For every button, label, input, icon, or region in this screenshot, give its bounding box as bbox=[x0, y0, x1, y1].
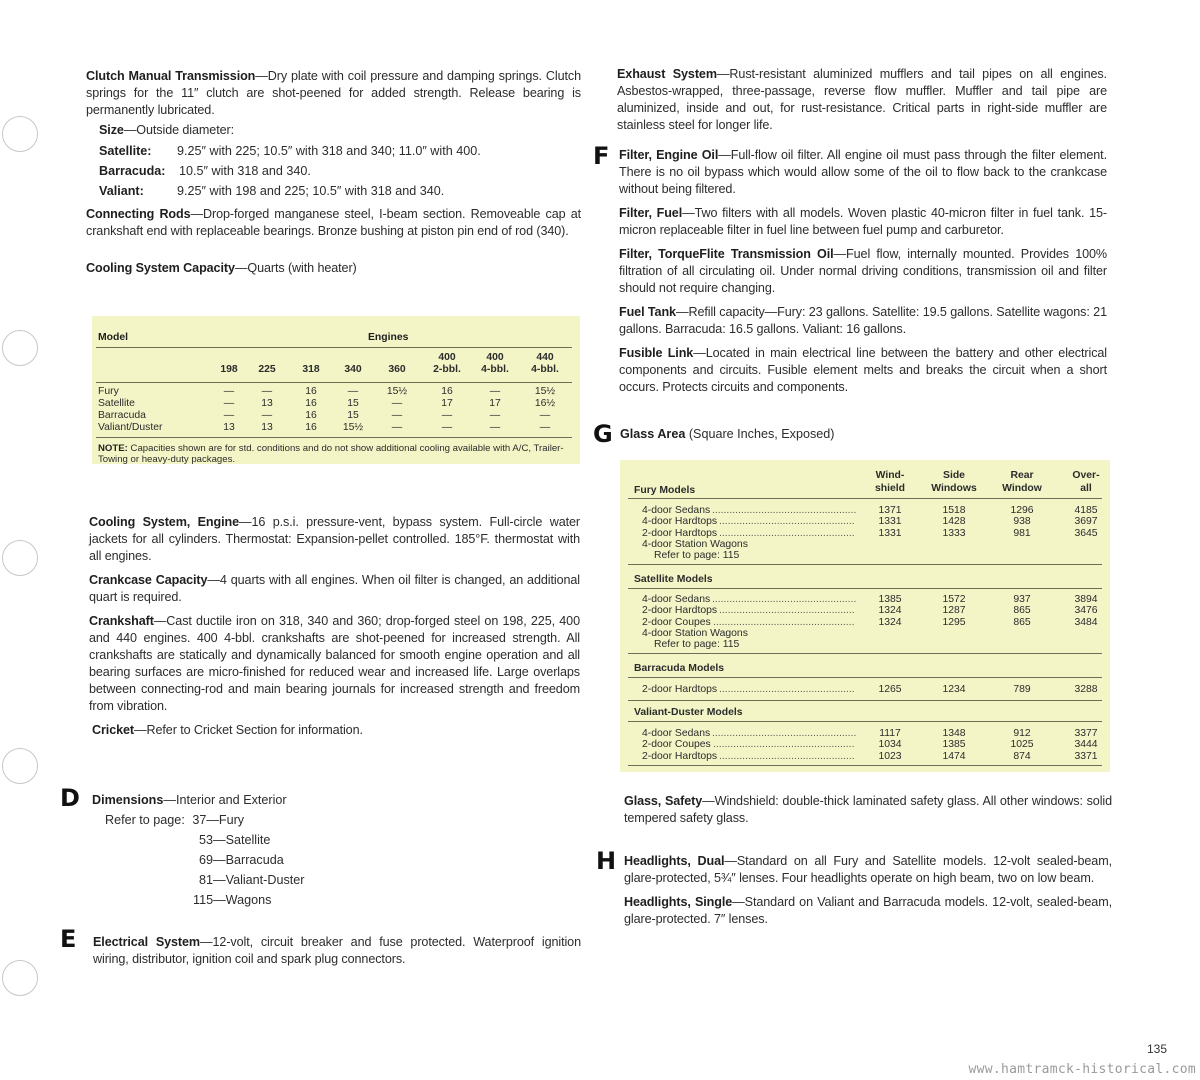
cooling-cell: — bbox=[223, 398, 235, 409]
engine-header-line2: 340 bbox=[344, 364, 362, 375]
binder-hole bbox=[2, 748, 38, 784]
glass-column-header: all bbox=[1080, 483, 1092, 494]
clutch-valiant bbox=[99, 181, 581, 201]
model-header: Model bbox=[98, 332, 129, 343]
wagon-refer: Refer to page: 115 bbox=[654, 550, 740, 561]
filter-oil-heading: Filter, Engine Oil bbox=[619, 148, 719, 162]
leader-dots: ............................................... bbox=[719, 750, 855, 762]
crankshaft-heading: Crankshaft bbox=[89, 614, 154, 628]
cooling-cell: 13 bbox=[261, 422, 273, 433]
glass-safety-heading: Glass, Safety bbox=[624, 794, 703, 808]
filter-oil-text: —Full-flow oil filter. All engine oil must pass through the filter element. There is no oil bypass which would allow some of the oil to flow back to the crankcase without being filtered. bbox=[619, 148, 1107, 196]
glass-cell: 874 bbox=[1013, 750, 1031, 762]
engine-header-line1: 400 bbox=[486, 352, 504, 363]
glass-cell: 1331 bbox=[878, 516, 902, 528]
cooling-row-model: Valiant/Duster bbox=[98, 422, 163, 433]
glass-cell: 1295 bbox=[942, 616, 966, 628]
wagon-label: 4-door Station Wagons bbox=[642, 539, 748, 550]
filter-trans-heading: Filter, TorqueFlite Transmission Oil bbox=[619, 247, 834, 261]
cooling-cell: — bbox=[489, 410, 501, 421]
engine-header-line2: 4-bbl. bbox=[481, 364, 509, 375]
cooling-cell: — bbox=[261, 410, 273, 421]
glass-cell: 1234 bbox=[942, 684, 966, 695]
glass-cell: 865 bbox=[1013, 605, 1031, 617]
electrical-entry bbox=[93, 934, 581, 968]
filter-trans-text: —Fuel flow, internally mounted. Provides 100% filtration of all circulating oil. Under normal driving conditions, transmission oil and filter should not require changing. bbox=[619, 247, 1108, 295]
cooling-cell: — bbox=[261, 386, 273, 397]
fuel-tank-entry bbox=[619, 304, 1107, 338]
cooling-cell: — bbox=[489, 422, 501, 433]
cooling-engine-entry bbox=[89, 514, 580, 565]
table-rule bbox=[628, 700, 1102, 701]
glass-safety-text: —Windshield: double-thick laminated safety glass. All other windows: solid tempered safety glass. bbox=[624, 794, 1113, 825]
table-header-row bbox=[98, 332, 568, 344]
clutch-size bbox=[86, 122, 581, 139]
engine-header-line1 bbox=[244, 352, 290, 364]
crankshaft-text: —Cast ductile iron on 318, 340 and 360; drop-forged steel on 198, 225, 400 and 440 engines. 400 4-bbl. crankshafts are shot-peened for increased strength. All crankshafts are statically and dynamically balanced for smooth engine operation and all bearing surfaces are micro-finished for reduced wear and increased life. Large overlaps between connecting-rod and main bearing journals for increased strength and freedom from vibration. bbox=[89, 614, 580, 713]
rods-text: —Drop-forged manganese steel, I-beam section. Removeable cap at crankshaft end with replaceable bearings. Bronze bushing at piston pin end of rod (340). bbox=[86, 207, 581, 238]
glass-row bbox=[620, 505, 1110, 516]
glass-cell: 3444 bbox=[1074, 739, 1098, 751]
leader-dots: ............................................... bbox=[719, 605, 855, 617]
filter-fuel-text: —Two filters with all models. Woven plastic 40-micron filter in fuel tank. 15-micron replaceable filter in fuel line between fuel pump and carburetor. bbox=[619, 206, 1108, 237]
fury-models-header: Fury Models bbox=[634, 485, 696, 496]
cooling-capacity-heading: Cooling System Capacity bbox=[86, 261, 235, 275]
glass-cell: 865 bbox=[1013, 616, 1031, 628]
clutch-size-heading: Size bbox=[99, 123, 124, 137]
glass-row bbox=[620, 605, 1110, 616]
cooling-capacity-text: —Quarts (with heater) bbox=[234, 261, 357, 275]
headlights-single-text: —Standard on Valiant and Barracuda models. 12-volt, sealed-beam, glare-protected. 7″ lenses. bbox=[624, 895, 1112, 926]
cooling-engine-heading: Cooling System, Engine bbox=[89, 515, 239, 529]
glass-row bbox=[620, 751, 1110, 762]
dimensions-page: 37—Fury bbox=[192, 813, 245, 827]
left-column bbox=[86, 68, 581, 277]
glass-row bbox=[620, 684, 1110, 695]
headlights-single-heading: Headlights, Single bbox=[624, 895, 733, 909]
glass-row-label: 4-door Hardtops bbox=[642, 516, 718, 528]
fuel-tank-text: —Refill capacity—Fury: 23 gallons. Satellite: 19.5 gallons. Satellite wagons: 21 gallons. Barracuda: 16.5 gallons. Valiant: 16 gallons. bbox=[619, 305, 1107, 336]
table-rule bbox=[628, 498, 1102, 499]
right-column bbox=[617, 66, 1107, 134]
glass-cell: 1572 bbox=[942, 594, 966, 605]
glass-area-title bbox=[620, 427, 834, 441]
glass-cell: 3371 bbox=[1074, 750, 1098, 762]
engine-header-line1 bbox=[330, 352, 376, 364]
dimensions-page: 81—Valiant-Duster bbox=[199, 873, 305, 887]
engine-header-line2: 198 bbox=[220, 364, 238, 375]
glass-row bbox=[620, 617, 1110, 628]
wagon-label: 4-door Station Wagons bbox=[642, 628, 748, 639]
cooling-cell: 16 bbox=[305, 398, 317, 409]
headlights-dual-text: —Standard on all Fury and Satellite models. 12-volt sealed-beam, glare-protected, 5¾″ lenses. Four headlights operate on high beam, two on low beam. bbox=[624, 854, 1112, 885]
glass-column-header: Wind- bbox=[875, 470, 905, 481]
cooling-cell: — bbox=[441, 422, 453, 433]
fuel-tank-heading: Fuel Tank bbox=[619, 305, 676, 319]
table-rule bbox=[628, 564, 1102, 565]
cooling-capacity-title bbox=[86, 260, 581, 277]
fusible-heading: Fusible Link bbox=[619, 346, 694, 360]
cooling-note bbox=[98, 443, 566, 465]
cooling-cell: — bbox=[489, 386, 501, 397]
filter-trans-entry bbox=[619, 246, 1107, 297]
section-letter-g: G bbox=[593, 420, 613, 448]
dimensions-page: 115—Wagons bbox=[193, 893, 272, 907]
glass-cell: 1474 bbox=[942, 750, 966, 762]
table-rule bbox=[96, 347, 572, 348]
glass-row-label: 2-door Hardtops bbox=[642, 527, 718, 539]
engine-header-line1: 440 bbox=[536, 352, 554, 363]
cricket-entry bbox=[89, 722, 580, 739]
section-letter-d: D bbox=[60, 784, 80, 812]
engine-header-line1: 400 bbox=[438, 352, 456, 363]
glass-row bbox=[620, 516, 1110, 527]
glass-cell: 1025 bbox=[1010, 739, 1034, 751]
exhaust-text: —Rust-resistant aluminized mufflers and tail pipes on all engines. Asbestos-wrapped, three-passage, reverse flow muffler. Muffler and tail pipe are aluminized, inside and out, for rust-resistance. Critical parts in right-side muffler are stainless steel for longer life. bbox=[617, 67, 1107, 132]
filter-block bbox=[619, 147, 1107, 396]
glass-cell: 937 bbox=[1013, 594, 1031, 605]
note-label: NOTE: bbox=[98, 443, 128, 454]
cooling-row-model: Satellite bbox=[98, 398, 135, 409]
headlights-dual-entry bbox=[624, 853, 1112, 887]
engine-header-line2: 225 bbox=[258, 364, 276, 375]
wagon-refer: Refer to page: 115 bbox=[654, 639, 740, 650]
cooling-cell: 15½ bbox=[534, 386, 556, 397]
glass-cell: 1385 bbox=[942, 739, 966, 751]
glass-cell: 1287 bbox=[942, 605, 966, 617]
glass-cell: 1331 bbox=[878, 527, 902, 539]
dimensions-refer bbox=[92, 810, 304, 830]
valiant-models-header: Valiant-Duster Models bbox=[634, 707, 743, 718]
section-letter-e: E bbox=[60, 925, 77, 953]
clutch-valiant-text: 9.25″ with 198 and 225; 10.5″ with 318 and 340. bbox=[177, 184, 445, 198]
engine-column-header bbox=[522, 352, 568, 376]
section-letter-h: H bbox=[596, 847, 617, 875]
engine-column-header bbox=[424, 352, 470, 376]
leader-dots: .................................................. bbox=[712, 594, 857, 605]
table-rule bbox=[628, 588, 1102, 589]
note-text: Capacities shown are for std. conditions and do not show additional cooling available with A/C, Trailer-Towing or heavy-duty packages. bbox=[98, 443, 564, 465]
cooling-capacity-table bbox=[92, 316, 580, 464]
glass-cell: 1371 bbox=[878, 505, 902, 516]
table-rule bbox=[96, 437, 572, 438]
glass-cell: 3645 bbox=[1074, 527, 1098, 539]
engine-header-line2: 318 bbox=[302, 364, 320, 375]
glass-cell: 1348 bbox=[942, 728, 966, 739]
clutch-satellite-label: Satellite: bbox=[99, 144, 152, 158]
cooling-cell: — bbox=[391, 422, 403, 433]
binder-hole bbox=[2, 540, 38, 576]
engines-header: Engines bbox=[368, 332, 409, 343]
glass-safety-entry bbox=[624, 793, 1112, 827]
glass-cell: 3377 bbox=[1074, 728, 1098, 739]
section-letter-f: F bbox=[593, 142, 610, 170]
glass-cell: 3476 bbox=[1074, 605, 1098, 617]
electrical-block bbox=[93, 934, 581, 968]
table-rule bbox=[628, 653, 1102, 654]
glass-cell: 1333 bbox=[942, 527, 966, 539]
engine-header-line2: 4-bbl. bbox=[531, 364, 559, 375]
glass-cell: 3288 bbox=[1074, 684, 1098, 695]
dimensions-refer-label: Refer to page: bbox=[105, 813, 185, 827]
engine-column-header bbox=[244, 352, 290, 376]
glass-row-label: 2-door Coupes bbox=[642, 616, 711, 628]
rods-entry bbox=[86, 206, 581, 240]
dimensions-heading: Dimensions bbox=[92, 793, 164, 807]
glass-cell: 1265 bbox=[878, 684, 902, 695]
clutch-entry bbox=[86, 68, 581, 119]
cooling-cell: 13 bbox=[261, 398, 273, 409]
glass-column-header: Window bbox=[1002, 483, 1042, 494]
binder-hole bbox=[2, 960, 38, 996]
glass-row-label: 4-door Sedans bbox=[642, 728, 711, 739]
clutch-size-list bbox=[86, 141, 581, 201]
engine-column-header bbox=[374, 352, 420, 376]
leader-dots: .................................................. bbox=[712, 728, 857, 739]
glass-cell: 1385 bbox=[878, 594, 902, 605]
dimensions-title bbox=[92, 790, 304, 810]
glass-row-label: 4-door Sedans bbox=[642, 594, 711, 605]
headlights-dual-heading: Headlights, Dual bbox=[624, 854, 725, 868]
cooling-row-model: Fury bbox=[98, 386, 119, 397]
rods-heading: Connecting Rods bbox=[86, 207, 191, 221]
glass-row-label: 2-door Hardtops bbox=[642, 684, 718, 695]
clutch-size-text: —Outside diameter: bbox=[123, 123, 235, 137]
filter-fuel-heading: Filter, Fuel bbox=[619, 206, 683, 220]
leader-dots: ................................................. bbox=[713, 616, 855, 628]
glass-cell: 1428 bbox=[942, 516, 966, 528]
glass-column-header: Rear bbox=[1010, 470, 1034, 481]
cooling-cell: 16 bbox=[441, 386, 453, 397]
glass-safety-block bbox=[624, 793, 1112, 827]
glass-row bbox=[620, 528, 1110, 539]
glass-cell: 1023 bbox=[878, 750, 902, 762]
filter-oil-entry bbox=[619, 147, 1107, 198]
table-rule bbox=[628, 765, 1102, 766]
cooling-cell: — bbox=[391, 398, 403, 409]
cricket-heading: Cricket bbox=[92, 723, 135, 737]
glass-cell: 3484 bbox=[1074, 616, 1098, 628]
glass-row-label: 2-door Coupes bbox=[642, 739, 711, 751]
glass-area-table bbox=[620, 460, 1110, 772]
leader-dots: ............................................... bbox=[719, 684, 855, 695]
glass-cell: 3697 bbox=[1074, 516, 1098, 528]
glass-cell: 938 bbox=[1013, 516, 1031, 528]
clutch-barracuda-label: Barracuda: bbox=[99, 164, 166, 178]
dimensions-page: 53—Satellite bbox=[199, 833, 271, 847]
dimensions-entry bbox=[92, 790, 304, 910]
cooling-row-model: Barracuda bbox=[98, 410, 146, 421]
clutch-heading: Clutch Manual Transmission bbox=[86, 69, 256, 83]
cooling-cell: 17 bbox=[441, 398, 453, 409]
glass-cell: 1324 bbox=[878, 616, 902, 628]
page-number: 135 bbox=[1147, 1042, 1168, 1056]
glass-cell: 1324 bbox=[878, 605, 902, 617]
glass-row-label: 4-door Sedans bbox=[642, 505, 711, 516]
cooling-cell: — bbox=[441, 410, 453, 421]
cooling-cell: 15½ bbox=[386, 386, 408, 397]
watermark-text: www.hamtramck-historical.com bbox=[968, 1062, 1196, 1077]
binder-hole bbox=[2, 116, 38, 152]
glass-cell: 981 bbox=[1013, 527, 1031, 539]
leader-dots: ................................................. bbox=[713, 739, 855, 751]
exhaust-heading: Exhaust System bbox=[617, 67, 717, 81]
cooling-engine-text: —16 p.s.i. pressure-vent, bypass system. Full-circle water jackets for all cylinders. Thermostat: Expansion-pellet controlled. 185°F. thermostat with all engines. bbox=[89, 515, 580, 563]
crankshaft-entry bbox=[89, 613, 580, 715]
electrical-heading: Electrical System bbox=[93, 935, 201, 949]
engine-header-line1 bbox=[374, 352, 420, 364]
barracuda-models-header: Barracuda Models bbox=[634, 663, 725, 674]
clutch-barracuda-text: 10.5″ with 318 and 340. bbox=[179, 164, 311, 178]
fusible-entry bbox=[619, 345, 1107, 396]
table-rule bbox=[96, 382, 572, 383]
filter-fuel-entry bbox=[619, 205, 1107, 239]
fusible-text: —Located in main electrical line between the battery and other electrical components and circuits. Fusible element melts and breaks the circuit when a short occurs. Protects circuits and components. bbox=[619, 346, 1107, 394]
cooling-cell: 15½ bbox=[342, 422, 364, 433]
glass-row bbox=[620, 728, 1110, 739]
engine-column-header bbox=[472, 352, 518, 376]
cooling-cell: — bbox=[391, 410, 403, 421]
glass-row-label: 2-door Hardtops bbox=[642, 605, 718, 617]
cooling-cell: 16 bbox=[305, 422, 317, 433]
glass-column-header: Over- bbox=[1072, 470, 1100, 481]
cooling-cell: 16½ bbox=[534, 398, 556, 409]
glass-cell: 1117 bbox=[879, 728, 901, 739]
headlights-block bbox=[624, 853, 1112, 928]
crankcase-entry bbox=[89, 572, 580, 606]
leader-dots: .................................................. bbox=[712, 505, 857, 516]
engine-column-header bbox=[288, 352, 334, 376]
table-rule bbox=[628, 677, 1102, 678]
clutch-barracuda bbox=[99, 161, 581, 181]
cooling-cell: 16 bbox=[305, 410, 317, 421]
engine-column-header bbox=[330, 352, 376, 376]
cooling-cell: 15 bbox=[347, 398, 359, 409]
cooling-cell: 17 bbox=[489, 398, 501, 409]
clutch-valiant-label: Valiant: bbox=[99, 184, 144, 198]
cooling-cell: 15 bbox=[347, 410, 359, 421]
glass-row bbox=[620, 739, 1110, 750]
glass-column-header: shield bbox=[874, 483, 906, 494]
crankcase-text: —4 quarts with all engines. When oil filter is changed, an additional quart is required. bbox=[89, 573, 580, 604]
headlights-single-entry bbox=[624, 894, 1112, 928]
satellite-models-header: Satellite Models bbox=[634, 574, 713, 585]
crankcase-heading: Crankcase Capacity bbox=[89, 573, 208, 587]
glass-cell: 1518 bbox=[942, 505, 966, 516]
glass-row-label: 2-door Hardtops bbox=[642, 750, 718, 762]
glass-cell: 1034 bbox=[878, 739, 902, 751]
cooling-cell: 13 bbox=[223, 422, 235, 433]
engine-header-line2: 360 bbox=[388, 364, 406, 375]
glass-cell: 789 bbox=[1013, 684, 1031, 695]
cooling-cell: — bbox=[223, 410, 235, 421]
glass-area-heading: Glass Area bbox=[620, 427, 686, 441]
glass-cell: 1296 bbox=[1010, 505, 1034, 516]
electrical-text: —12-volt, circuit breaker and fuse protected. Waterproof ignition wiring, distributor, ignition coil and spark plug connectors. bbox=[93, 935, 581, 966]
clutch-satellite bbox=[99, 141, 581, 161]
left-column-lower bbox=[89, 514, 580, 739]
engine-header-line2: 2-bbl. bbox=[433, 364, 461, 375]
binder-hole bbox=[2, 330, 38, 366]
clutch-text: —Dry plate with coil pressure and damping springs. Clutch springs for the 11″ clutch are shot-peened for added strength. Release bearing is permanently lubricated. bbox=[86, 69, 581, 117]
dimensions-page: 69—Barracuda bbox=[199, 853, 284, 867]
table-rule bbox=[628, 721, 1102, 722]
dimensions-text: —Interior and Exterior bbox=[163, 793, 287, 807]
cooling-cell: — bbox=[539, 410, 551, 421]
glass-cell: 912 bbox=[1013, 728, 1031, 739]
exhaust-entry bbox=[617, 66, 1107, 134]
engine-header-line1 bbox=[288, 352, 334, 364]
cooling-cell: 16 bbox=[305, 386, 317, 397]
glass-row bbox=[620, 594, 1110, 605]
glass-cell: 3894 bbox=[1074, 594, 1098, 605]
leader-dots: ............................................... bbox=[719, 516, 855, 528]
cricket-text: —Refer to Cricket Section for information. bbox=[134, 723, 363, 737]
clutch-satellite-text: 9.25″ with 225; 10.5″ with 318 and 340; 11.0″ with 400. bbox=[177, 144, 481, 158]
glass-column-header: Windows bbox=[931, 483, 977, 494]
glass-column-header: Side bbox=[943, 470, 965, 481]
leader-dots: ............................................... bbox=[719, 527, 855, 539]
cooling-cell: — bbox=[223, 386, 235, 397]
glass-cell: 4185 bbox=[1074, 505, 1098, 516]
cooling-cell: — bbox=[347, 386, 359, 397]
cooling-cell: — bbox=[539, 422, 551, 433]
glass-area-text: (Square Inches, Exposed) bbox=[688, 427, 835, 441]
